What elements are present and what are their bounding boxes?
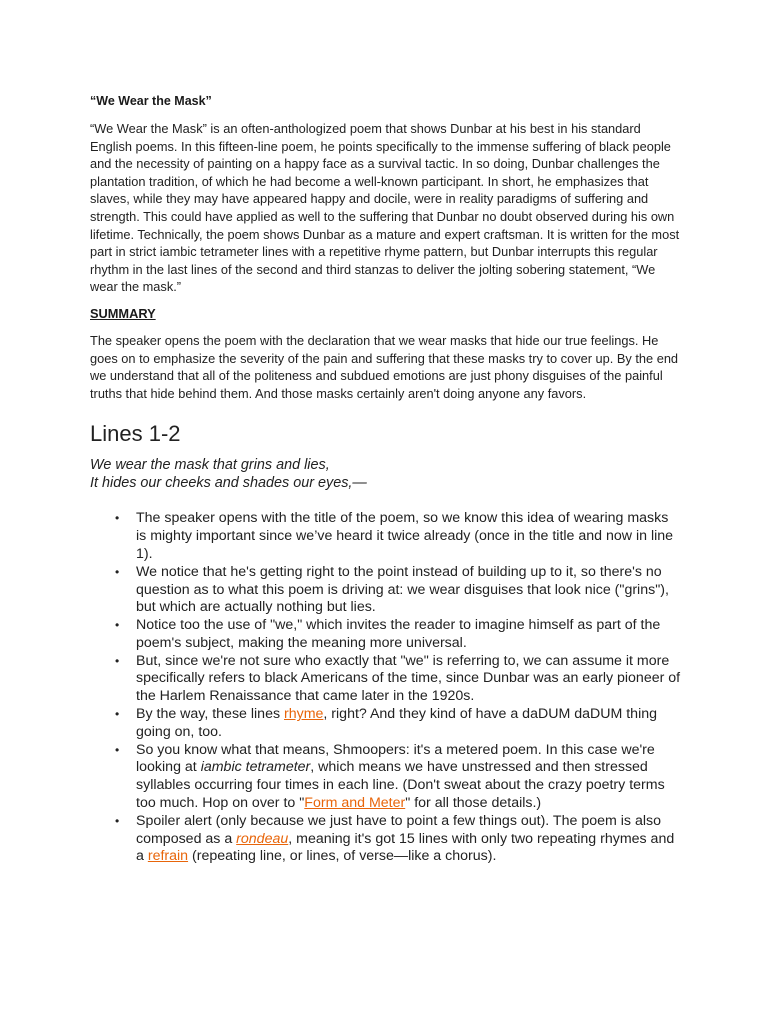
verse-line-1: We wear the mask that grins and lies, [90, 457, 330, 474]
summary-heading: SUMMARY [90, 305, 156, 321]
bullet-text-before: So you know what that means, Shmoopers: it's a metered poem. In this case we're looking at [136, 741, 655, 776]
bullet-icon: • [115, 653, 120, 668]
verse-excerpt [90, 456, 682, 492]
list-item [115, 741, 682, 813]
rhyme-link[interactable]: rhyme [284, 706, 324, 723]
bullet-text-after: (repeating line, or lines, of verse—like a chorus). [188, 848, 497, 865]
document-title: “We Wear the Mask” [90, 94, 212, 108]
list-item [115, 812, 682, 866]
iambic-tetrameter-term: iambic tetrameter [200, 759, 311, 776]
bullet-text-after: " for all those details.) [405, 795, 542, 812]
list-item [115, 563, 682, 617]
bullet-text-middle: , which means we have unstressed and then stressed syllables occurring four times in each line. (Don't sweat about the crazy poetry terms too much. Hop on over to " [136, 759, 665, 812]
bullet-icon: • [115, 742, 120, 757]
bullet-icon: • [115, 564, 120, 579]
bullet-text: We notice that he's getting right to the point instead of building up to it, so there's no question as to what this poem is driving at: we wear disguises that look nice ("grins"), but which are actually nothing but lies. [136, 563, 669, 616]
bullet-icon: • [115, 813, 120, 828]
bullet-text-after: , right? And they kind of have a daDUM daDUM thing going on, too. [136, 706, 658, 740]
section-heading-lines-1-2: Lines 1-2 [90, 421, 181, 447]
bullet-text-before: By the way, these lines [136, 706, 284, 723]
bullet-text: But, since we're not sure who exactly that "we" is referring to, we can assume it more specifically refers to black Americans of the time, since Dunbar was an early pioneer of the Harlem Renaissance that came later in the 1920s. [136, 652, 681, 705]
bullet-icon: • [115, 707, 120, 722]
bullet-icon: • [115, 618, 120, 633]
refrain-link[interactable]: refrain [147, 848, 189, 865]
bullet-text-before: Spoiler alert (only because we just have to point a few things out). The poem is also composed as a [136, 812, 661, 847]
bullet-icon: • [115, 511, 120, 526]
form-and-meter-link[interactable]: Form and Meter [304, 795, 406, 812]
bullet-text-middle: , meaning it's got 15 lines with only two repeating rhymes and a [136, 830, 675, 865]
intro-paragraph: “We Wear the Mask” is an often-anthologized poem that shows Dunbar at his best in his standard English poems. In this fifteen-line poem, he points specifically to the immense suffering of black people and the necessity of painting on a happy face as a survival tactic. In so doing, Dunbar challenges the plantation tradition, of which he had become a well-known participant. In short, he emphasizes that slaves, while they may have appeared happy and docile, were in reality paradigms of suffering and strength. This could have applied as well to the suffering that Dunbar no doubt observed during his own lifetime. Technically, the poem shows Dunbar as a mature and expert craftsman. It is written for the most part in strict iambic tetrameter lines with a repetitive rhyme pattern, but Dunbar interrupts this regular rhythm in the last lines of the second and third stanzas to deliver the jolting sobering statement, “We wear the mask.” [90, 121, 680, 295]
rondeau-link[interactable]: rondeau [236, 830, 289, 847]
analysis-bullet-list [90, 510, 682, 866]
bullet-text: The speaker opens with the title of the poem, so we know this idea of wearing masks is mighty important since we’ve heard it twice already (once in the title and now in line 1). [136, 510, 674, 562]
list-item [115, 617, 682, 653]
bullet-text: Notice too the use of "we," which invites the reader to imagine himself as part of the poem's subject, making the meaning more universal. [136, 617, 661, 651]
summary-paragraph: The speaker opens the poem with the declaration that we wear masks that hide our true feelings. He goes on to emphasize the severity of the pain and suffering that these masks try to cover up. By the end we understand that all of the politeness and subdued emotions are just phony disguises of the painful truths that hide behind them. And those masks certainly aren't doing anyone any favors. [90, 332, 679, 401]
list-item [115, 706, 682, 742]
document-page [90, 92, 682, 866]
list-item [115, 510, 682, 563]
list-item [115, 652, 682, 706]
verse-line-2: It hides our cheeks and shades our eyes,— [90, 475, 367, 492]
